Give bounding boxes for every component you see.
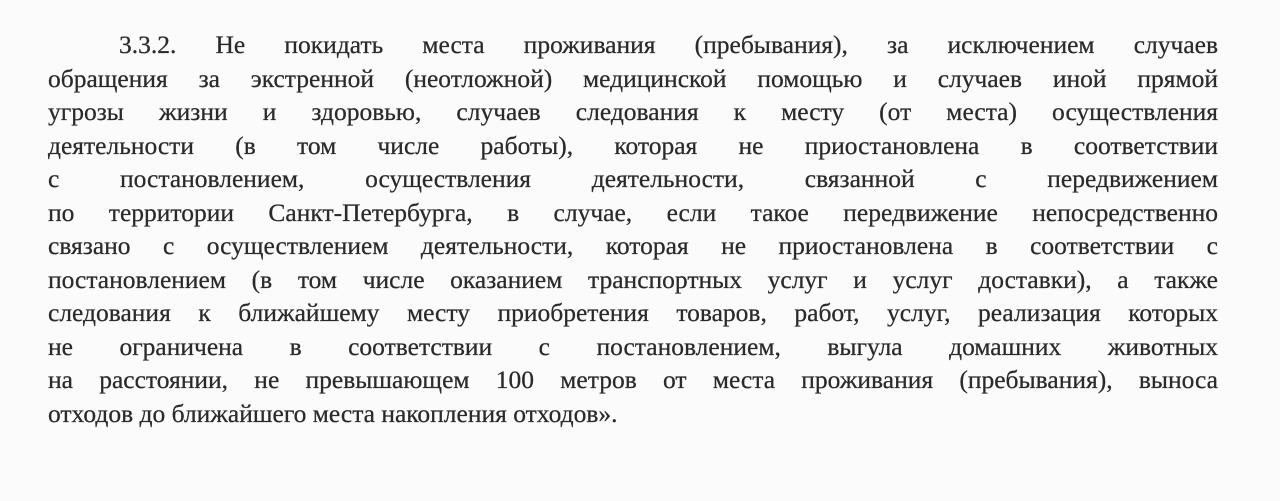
text-line: на расстоянии, не превышающем 100 метров от места проживания (пребывания), выноса — [48, 365, 1218, 394]
text-line: деятельности (в том числе работы), которая не приостановлена в соответствии — [48, 130, 1218, 160]
text-line: следования к ближайшему месту приобретения товаров, работ, услуг, реализация которых — [48, 298, 1218, 327]
text-line: угрозы жизни и здоровью, случаев следования к месту (от места) осуществления — [48, 97, 1218, 126]
text-line: обращения за экстренной (неотложной) медицинской помощью и случаев иной прямой — [48, 63, 1218, 93]
text-line: связано с осуществлением деятельности, которая не приостановлена в соответствии с — [48, 231, 1218, 260]
text-line: по территории Санкт-Петербурга, в случае, если такое передвижение непосредственно — [48, 197, 1218, 227]
text-line: 3.3.2. Не покидать места проживания (пребывания), за исключением случаев — [119, 30, 1218, 59]
text-line: не ограничена в соответствии с постановлением, выгула домашних животных — [48, 331, 1218, 361]
text-line: постановлением (в том числе оказанием транспортных услуг и услуг доставки), а также — [48, 264, 1218, 294]
paragraph-3-3-2 — [48, 28, 1218, 430]
text-line: отходов до ближайшего места накопления отходов». — [48, 398, 618, 428]
text-line: с постановлением, осуществления деятельности, связанной с передвижением — [48, 164, 1218, 193]
